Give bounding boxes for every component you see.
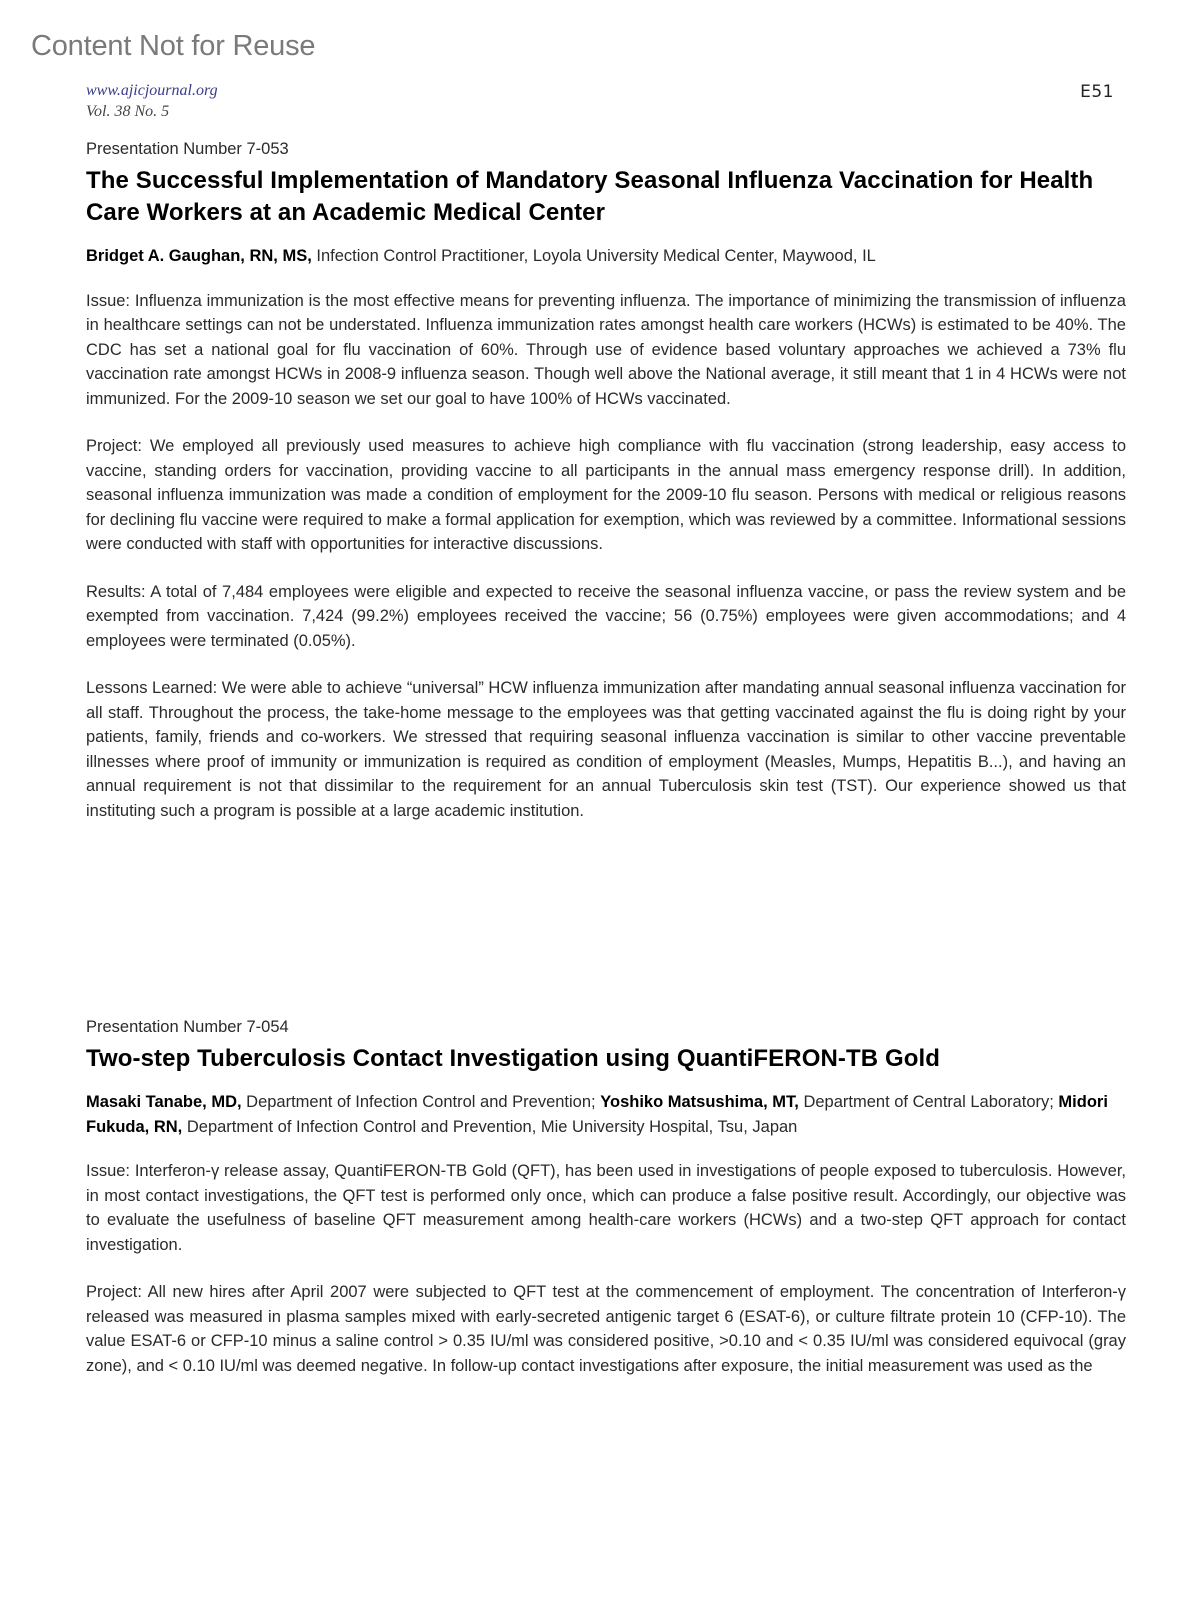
author-list xyxy=(86,244,1126,269)
author-name: Yoshiko Matsushima, MT, xyxy=(600,1093,799,1111)
abstract-title: The Successful Implementation of Mandatory Seasonal Influenza Vaccination for Health Care Workers at an Academic Medical Center xyxy=(86,167,1094,226)
issue-paragraph: Issue: Influenza immunization is the most effective means for preventing influenza. The importance of minimizing the transmission of influenza in healthcare settings can not be understated. Influenza immunization rates amongst health care workers (HCWs) is estimated to be 40%. The CDC has set a national goal for flu vaccination of 60%. Through use of evidence based voluntary approaches we achieved a 73% flu vaccination rate amongst HCWs in 2008-9 influenza season. Though well above the National average, it still meant that 1 in 4 HCWs were not immunized. For the 2009-10 season we set our goal to have 100% of HCWs vaccinated. xyxy=(86,291,1126,408)
author-name: Midori Fukuda, RN, xyxy=(86,1093,1108,1136)
project-paragraph: Project: All new hires after April 2007 were subjected to QFT test at the commencement of employment. The concentration of Interferon-γ released was measured in plasma samples mixed with early-secreted antigenic target 6 (ESAT-6), or culture filtrate protein 10 (CFP-10). The value ESAT-6 or CFP-10 minus a saline control > 0.35 IU/ml was considered positive, >0.10 and < 0.35 IU/ml was considered equivocal (gray zone), and < 0.10 IU/ml was deemed negative. In follow-up contact investigations after exposure, the initial measurement was used as the xyxy=(86,1283,1126,1375)
author-affiliation: Department of Infection Control and Prevention; xyxy=(241,1093,601,1111)
author-affiliation: Infection Control Practitioner, Loyola University Medical Center, Maywood, IL xyxy=(311,247,876,265)
results-paragraph: Results: A total of 7,484 employees were eligible and expected to receive the seasonal influenza vaccine, or pass the review system and be exempted from vaccination. 7,424 (99.2%) employees received the vaccine; 56 (0.75%) employees were given accommodations; and 4 employees were terminated (0.05%). xyxy=(86,582,1126,650)
journal-volume: Vol. 38 No. 5 xyxy=(86,103,170,120)
abstract-7-054 xyxy=(86,1018,1126,1401)
presentation-number: Presentation Number 7-054 xyxy=(86,1018,289,1036)
lessons-learned-paragraph: Lessons Learned: We were able to achieve “universal” HCW influenza immunization after mandating annual seasonal influenza vaccination for all staff. Throughout the process, the take-home message to the employees was that getting vaccinated against the flu is doing right by your patients, family, friends and co-workers. We stressed that requiring seasonal influenza vaccination is similar to other vaccine preventable illnesses where proof of immunity or immunization is required as condition of employment (Measles, Mumps, Hepatitis B...), and having an annual requirement is not that dissimilar to the requirement for an annual Tuberculosis skin test (TST). Our experience showed us that instituting such a program is possible at a large academic institution. xyxy=(86,679,1126,820)
project-paragraph: Project: We employed all previously used measures to achieve high compliance with flu vaccination (strong leadership, easy access to vaccine, standing orders for vaccination, providing vaccine to all participants in the annual mass emergency response drill). In addition, seasonal influenza immunization was made a condition of employment for the 2009-10 flu season. Persons with medical or religious reasons for declining flu vaccine were required to make a formal application for exemption, which was reviewed by a committee. Informational sessions were conducted with staff with opportunities for interactive discussions. xyxy=(86,437,1126,553)
author-name: Bridget A. Gaughan, RN, MS, xyxy=(86,247,312,265)
watermark: Content Not for Reuse xyxy=(31,30,316,62)
author-affiliation: Department of Infection Control and Prevention, Mie University Hospital, Tsu, Japan xyxy=(182,1117,798,1136)
abstract-title: Two-step Tuberculosis Contact Investigation using QuantiFERON-TB Gold xyxy=(86,1045,941,1072)
issue-paragraph: Issue: Interferon-γ release assay, QuantiFERON-TB Gold (QFT), has been used in investigations of people exposed to tuberculosis. However, in most contact investigations, the QFT test is performed only once, which can produce a false positive result. Accordingly, our objective was to evaluate the usefulness of baseline QFT measurement among health-care workers (HCWs) and a two-step QFT approach for contact investigation. xyxy=(86,1162,1126,1254)
author-name: Masaki Tanabe, MD, xyxy=(86,1093,242,1111)
presentation-number: Presentation Number 7-053 xyxy=(86,140,289,158)
author-list xyxy=(86,1090,1126,1139)
journal-url-link[interactable]: www.ajicjournal.org xyxy=(86,82,218,99)
page-number: E51 xyxy=(1080,82,1114,102)
author-affiliation: Department of Central Laboratory; xyxy=(798,1093,1059,1111)
abstract-7-053 xyxy=(86,140,1126,846)
